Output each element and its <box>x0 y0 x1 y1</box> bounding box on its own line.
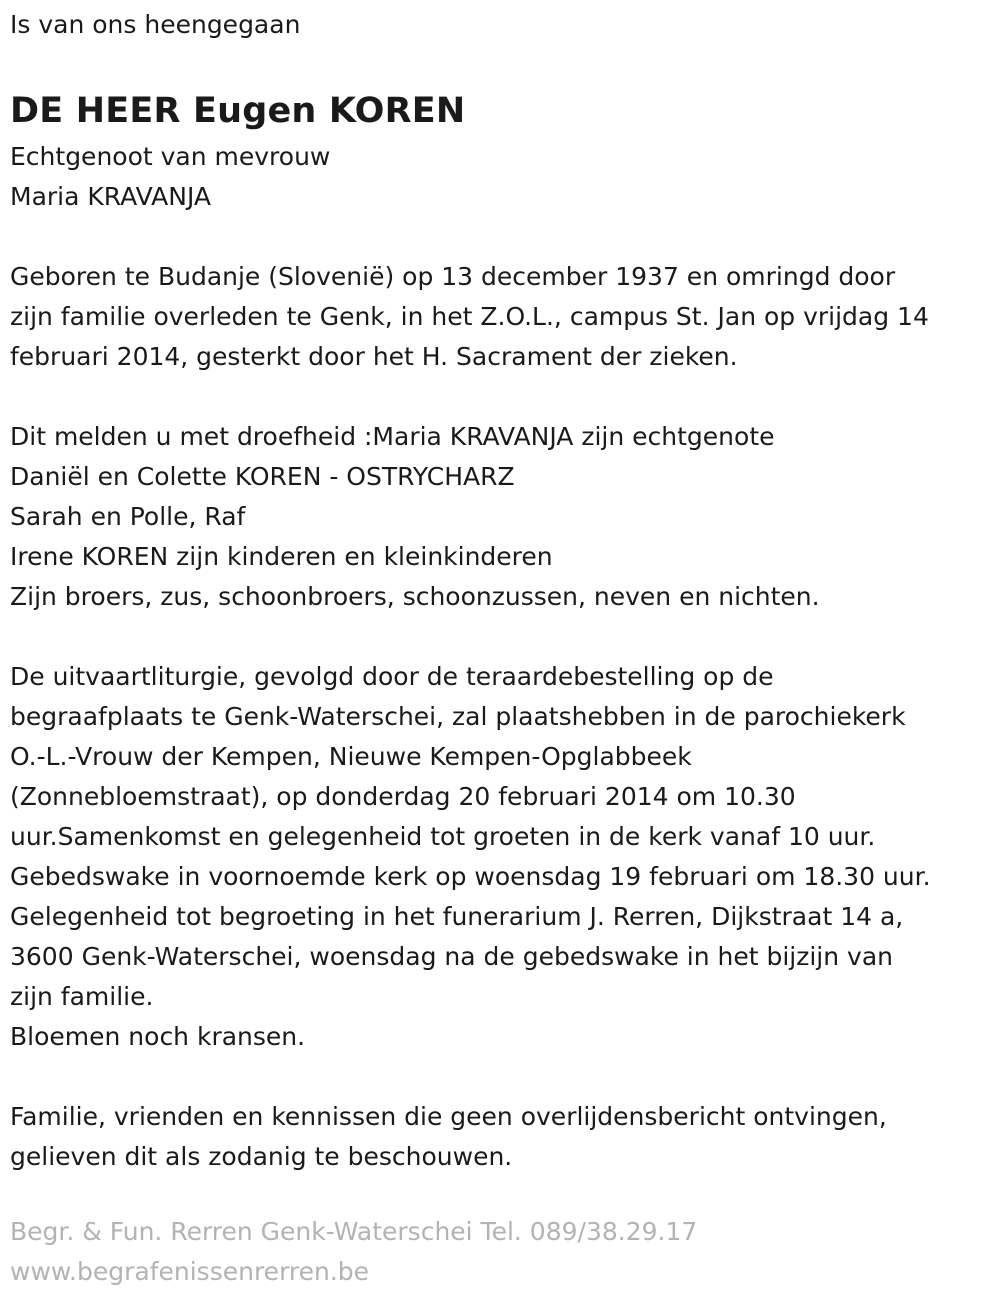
birth-death-block <box>10 257 990 377</box>
funeral-line: zijn familie. <box>10 982 154 1011</box>
family-line: Irene KOREN zijn kinderen en kleinkinderen <box>10 542 553 571</box>
funeral-line: 3600 Genk-Waterschei, woensdag na de gebedswake in het bijzijn van <box>10 942 894 971</box>
deceased-name: DE HEER Eugen KOREN <box>10 91 466 131</box>
funeral-line: Gelegenheid tot begroeting in het funerarium J. Rerren, Dijkstraat 14 a, <box>10 902 904 931</box>
family-block <box>10 417 990 617</box>
family-line: Daniël en Colette KOREN - OSTRYCHARZ <box>10 462 515 491</box>
family-line: Sarah en Polle, Raf <box>10 502 246 531</box>
funeral-home-footer <box>10 1212 697 1292</box>
notice-block <box>10 1097 990 1177</box>
funeral-line: O.-L.-Vrouw der Kempen, Nieuwe Kempen-Opglabbeek <box>10 742 692 771</box>
funeral-line: De uitvaartliturgie, gevolgd door de teraardebestelling op de <box>10 662 774 691</box>
notice-line: gelieven dit als zodanig te beschouwen. <box>10 1142 513 1171</box>
family-line: Dit melden u met droefheid :Maria KRAVANJA zijn echtgenote <box>10 422 775 451</box>
funeral-block <box>10 657 990 1057</box>
birth-line: februari 2014, gesterkt door het H. Sacrament der zieken. <box>10 342 738 371</box>
funeral-line: Bloemen noch kransen. <box>10 1022 306 1051</box>
family-line: Zijn broers, zus, schoonbroers, schoonzussen, neven en nichten. <box>10 582 820 611</box>
funeral-line: begraafplaats te Genk-Waterschei, zal plaatshebben in de parochiekerk <box>10 702 906 731</box>
spouse-block <box>10 137 990 217</box>
funeral-line: Gebedswake in voornoemde kerk op woensdag 19 februari om 18.30 uur. <box>10 862 931 891</box>
notice-line: Familie, vrienden en kennissen die geen overlijdensbericht ontvingen, <box>10 1102 887 1131</box>
intro-line: Is van ons heengegaan <box>10 10 301 39</box>
funeral-home-website[interactable]: www.begrafenissenrerren.be <box>10 1257 370 1286</box>
spouse-line: Echtgenoot van mevrouw <box>10 142 331 171</box>
funeral-line: (Zonnebloemstraat), op donderdag 20 februari 2014 om 10.30 <box>10 782 796 811</box>
spouse-line: Maria KRAVANJA <box>10 182 211 211</box>
birth-line: Geboren te Budanje (Slovenië) op 13 december 1937 en omringd door <box>10 262 896 291</box>
birth-line: zijn familie overleden te Genk, in het Z.O.L., campus St. Jan op vrijdag 14 <box>10 302 929 331</box>
funeral-line: uur.Samenkomst en gelegenheid tot groeten in de kerk vanaf 10 uur. <box>10 822 876 851</box>
funeral-home-contact: Begr. & Fun. Rerren Genk-Waterschei Tel. 089/38.29.17 <box>10 1217 698 1246</box>
